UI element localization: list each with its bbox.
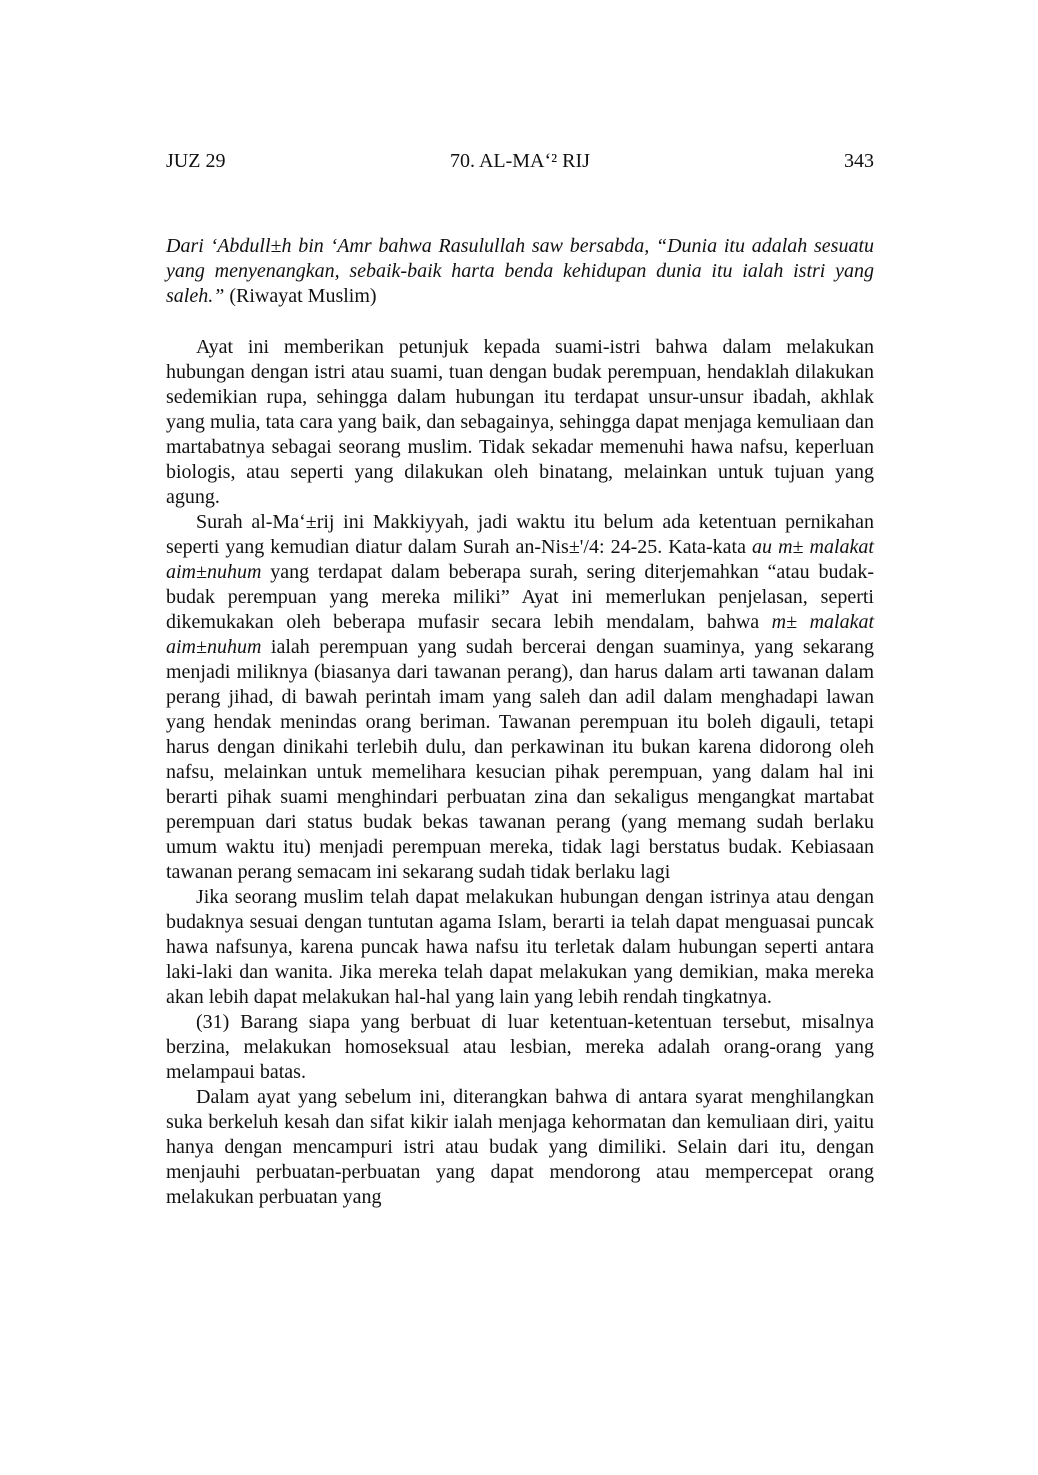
hadith-source: (Riwayat Muslim) <box>224 285 377 307</box>
paragraph-4: (31) Barang siapa yang berbuat di luar ketentuan-ketentuan tersebut, misalnya berzina, melakukan homoseksual atau lesbian, mereka adalah orang-orang yang melampaui batas. <box>166 1011 874 1083</box>
paragraph-2-part-c: ialah perempuan yang sudah bercerai dengan suaminya, yang sekarang menjadi miliknya (biasanya dari tawanan perang), dan harus dalam arti tawanan dalam perang jihad, di bawah perintah imam yang saleh dan adil dalam menghadapi lawan yang hendak menindas orang beriman. Tawanan perempuan itu boleh digauli, tetapi harus dengan dinikahi terlebih dulu, dan perkawinan itu bukan karena didorong oleh nafsu, melainkan untuk memelihara kesucian pihak perempuan, yang dalam hal ini berarti pihak suami menghindari perbuatan zina dan sekaligus mengangkat martabat perempuan dari status budak bekas tawanan perang (yang memang sudah berlaku umum waktu itu) menjadi perempuan mereka, tidak lagi berstatus budak. Kebiasaan tawanan perang semacam ini sekarang sudah tidak berlaku lagi <box>166 636 874 883</box>
paragraph-2 <box>166 510 874 885</box>
arabic-term: m± malakat aim±nuhum <box>166 611 874 658</box>
juz-label: JUZ 29 <box>166 150 226 172</box>
running-header <box>166 146 874 176</box>
page-body <box>166 234 874 1210</box>
hadith-quote <box>166 234 874 309</box>
arabic-term: au m± malakat aim±nuhum <box>166 536 874 583</box>
paragraph-1: Ayat ini memberikan petunjuk kepada suami-istri bahwa dalam melakukan hubungan dengan istri atau suami, tuan dengan budak perempuan, hendaklah dilakukan sedemikian rupa, sehingga dalam hubungan itu terdapat unsur-unsur ibadah, akhlak yang mulia, tata cara yang baik, dan sebagainya, sehingga dapat menjaga kemuliaan dan martabatnya sebagai seorang muslim. Tidak sekadar memenuhi hawa nafsu, keperluan biologis, atau seperti yang dilakukan oleh binatang, melainkan untuk tujuan yang agung. <box>166 336 874 508</box>
page-number: 343 <box>844 150 874 172</box>
paragraph-5: Dalam ayat yang sebelum ini, diterangkan bahwa di antara syarat menghilangkan suka berkeluh kesah dan sifat kikir ialah menjaga kehormatan dan kemuliaan diri, yaitu hanya dengan mencampuri istri atau budak yang dimiliki. Selain dari itu, dengan menjauhi perbuatan-perbuatan yang dapat mendorong atau mempercepat orang melakukan perbuatan yang <box>166 1086 874 1208</box>
hadith-text: Dari ‘Abdull±h bin ‘Amr bahwa Rasulullah saw bersabda, “Dunia itu adalah sesuatu yang menyenangkan, sebaik-baik harta benda kehidupan dunia itu ialah istri yang saleh.” <box>166 235 874 307</box>
paragraph-3: Jika seorang muslim telah dapat melakukan hubungan dengan istrinya atau dengan budaknya sesuai dengan tuntutan agama Islam, berarti ia telah dapat menguasai puncak hawa nafsunya, karena puncak hawa nafsu itu terletak dalam hubungan seperti antara laki-laki dan wanita. Jika mereka telah dapat melakukan yang demikian, maka mereka akan lebih dapat melakukan hal-hal yang lain yang lebih rendah tingkatnya. <box>166 886 874 1008</box>
paragraph-2-part-a: Surah al-Ma‘±rij ini Makkiyyah, jadi waktu itu belum ada ketentuan pernikahan seperti yang kemudian diatur dalam Surah an-Nis±'/4: 24-25. Kata-kata <box>166 511 874 558</box>
surah-title: 70. AL-MA‘² RIJ <box>450 150 590 172</box>
paragraph-2-part-b: yang terdapat dalam beberapa surah, sering diterjemahkan “atau budak-budak perempuan yang mereka miliki” Ayat ini memerlukan penjelasan, seperti dikemukakan oleh beberapa mufasir secara lebih mendalam, bahwa <box>166 561 874 633</box>
